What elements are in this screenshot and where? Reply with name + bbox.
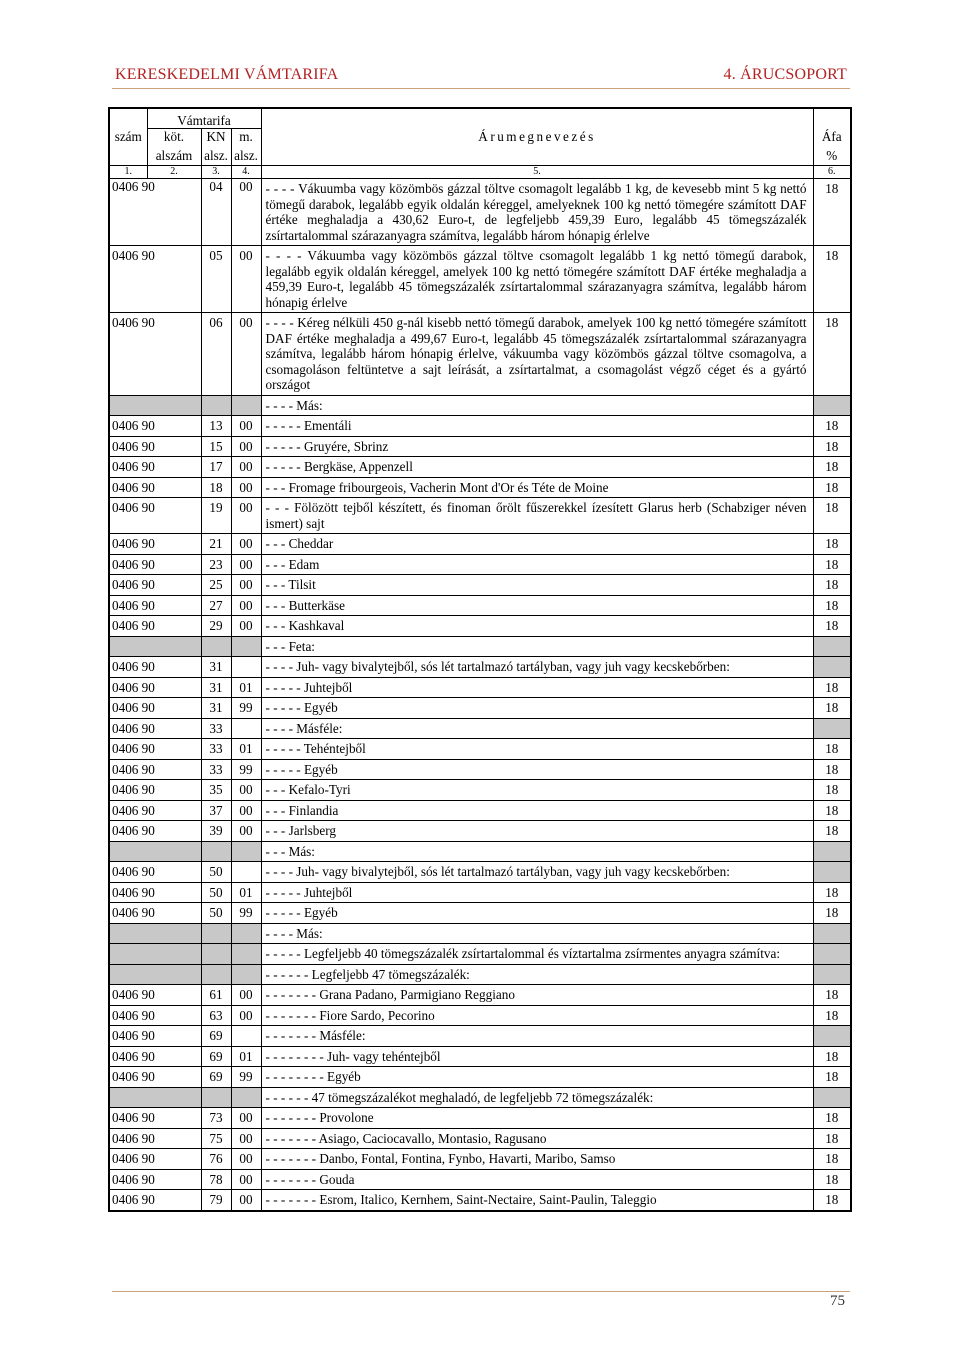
table-row — [110, 636, 850, 657]
kn-code-cell: 0406 90 — [110, 1149, 201, 1170]
afa-cell: 18 — [813, 1046, 850, 1067]
afa-cell: 18 — [813, 903, 850, 924]
kn-code-cell: 0406 90 — [110, 739, 201, 760]
table-row — [110, 944, 850, 965]
table-row — [110, 964, 850, 985]
description-cell: - - - - - - - - Juh- vagy tehéntejből — [261, 1046, 813, 1067]
afa-cell: 18 — [813, 800, 850, 821]
kn-code-cell: 0406 90 — [110, 1169, 201, 1190]
m-alszam-cell — [231, 862, 261, 883]
afa-cell — [813, 657, 850, 678]
table-row — [110, 1067, 850, 1088]
afa-cell: 18 — [813, 677, 850, 698]
table-row — [110, 698, 850, 719]
description-cell: - - - - - - Legfeljebb 47 tömegszázalék: — [261, 964, 813, 985]
m-alszam-cell: 00 — [231, 416, 261, 437]
m-alszam-cell: 00 — [231, 985, 261, 1006]
description-cell: - - - - Más: — [261, 395, 813, 416]
table-header — [110, 109, 850, 179]
description-cell: - - - Más: — [261, 841, 813, 862]
afa-cell: 18 — [813, 780, 850, 801]
kot-alszam-cell: 35 — [201, 780, 231, 801]
table-row — [110, 457, 850, 478]
kot-alszam-cell: 33 — [201, 739, 231, 760]
kn-code-cell: 0406 90 — [110, 903, 201, 924]
kot-alszam-cell — [201, 964, 231, 985]
description-cell: - - - - - - - Másféle: — [261, 1026, 813, 1047]
kn-code-cell: 0406 90 — [110, 457, 201, 478]
m-alszam-cell: 00 — [231, 1149, 261, 1170]
kn-code-cell — [110, 923, 201, 944]
kot-alszam-cell: 27 — [201, 595, 231, 616]
m-alszam-cell: 00 — [231, 1005, 261, 1026]
table-row — [110, 1087, 850, 1108]
kot-alszam-cell: 06 — [201, 313, 231, 396]
table-row — [110, 1149, 850, 1170]
afa-cell — [813, 1026, 850, 1047]
afa-cell: 18 — [813, 1190, 850, 1210]
table-row — [110, 780, 850, 801]
description-cell: - - - - Kéreg nélküli 450 g-nál kisebb nettó tömegű darabok, amelyek 100 kg nettó tömegére számított DAF értéke meghaladja a 499,67 Euro-t, legalább 45 tömegszázalék zsírtartalommal szárazanyagra számítva, legalább három hónapig érlelve, vákuumba vagy közömbös gázzal töltve csomagolva, a csomagoláson feltüntetve a sajt leírását, a zsírtartalmat, a csomagolást végző céget és a gyártó országot — [261, 313, 813, 396]
col-num-2: 2. — [147, 166, 201, 179]
description-cell: - - - - Juh- vagy bivalytejből, sós lét tartalmazó tartályban, vagy juh vagy kecskebőrben: — [261, 862, 813, 883]
kot-alszam-cell: 31 — [201, 698, 231, 719]
afa-cell: 18 — [813, 739, 850, 760]
kot-alszam-cell: 50 — [201, 862, 231, 883]
table-row — [110, 1190, 850, 1210]
kn-code-cell: 0406 90 — [110, 179, 201, 246]
description-cell: - - - Kefalo-Tyri — [261, 780, 813, 801]
kn-code-cell: 0406 90 — [110, 1046, 201, 1067]
kot-alszam-cell: 29 — [201, 616, 231, 637]
page-number: 75 — [830, 1293, 845, 1309]
m-alszam-cell: 01 — [231, 882, 261, 903]
header-divider — [112, 88, 850, 89]
afa-cell: 18 — [813, 246, 850, 313]
kot-alszam-cell — [201, 636, 231, 657]
description-cell: - - - Jarlsberg — [261, 821, 813, 842]
m-alszam-cell: 00 — [231, 616, 261, 637]
kot-alszam-cell: 31 — [201, 657, 231, 678]
kn-code-cell: 0406 90 — [110, 1026, 201, 1047]
afa-cell — [813, 718, 850, 739]
description-cell: - - - Cheddar — [261, 534, 813, 555]
table-row — [110, 739, 850, 760]
kn-code-cell: 0406 90 — [110, 416, 201, 437]
afa-cell: 18 — [825, 181, 839, 196]
table-row — [110, 1169, 850, 1190]
kot-alszam-cell: 31 — [201, 677, 231, 698]
header-szam: szám — [110, 129, 147, 149]
table-row — [110, 985, 850, 1006]
table-row — [110, 179, 850, 246]
kot-alszam-cell — [201, 841, 231, 862]
kot-alszam-cell — [201, 944, 231, 965]
description-cell: - - - - - - - Grana Padano, Parmigiano Reggiano — [261, 985, 813, 1006]
m-alszam-cell: 00 — [231, 436, 261, 457]
kot-alszam-cell: 76 — [201, 1149, 231, 1170]
kot-alszam-cell: 73 — [201, 1108, 231, 1129]
description-cell: - - - - - - - Asiago, Caciocavallo, Montasio, Ragusano — [261, 1128, 813, 1149]
header-afa-sub: % — [826, 148, 838, 163]
kot-alszam-cell — [201, 923, 231, 944]
kn-code-cell: 0406 90 — [110, 1005, 201, 1026]
afa-cell — [813, 944, 850, 965]
header-vamtarifa: Vámtarifa — [147, 109, 261, 129]
description-cell: - - - - Vákuumba vagy közömbös gázzal töltve csomagolt legalább 1 kg, de kevesebb mint 5 kg nettó tömegű darabok, legalább egyik oldalán kéreggel, amelyeknek 100 kg nettó tömegére számított DAF értéke meghaladja a 430,62 Euro-t, de legfeljebb 459,39 Euro, legalább 45 tömegszázalék zsírtartalommal szárazanyagra számítva, legalább három hónapig érlelve — [261, 179, 813, 246]
table-row — [110, 595, 850, 616]
m-alszam-cell: 01 — [231, 677, 261, 698]
table-row — [110, 416, 850, 437]
m-alszam-cell: 99 — [231, 903, 261, 924]
kn-code-cell — [110, 1087, 201, 1108]
header-kot-sub: alszám — [147, 148, 201, 166]
kot-alszam-cell: 39 — [201, 821, 231, 842]
m-alszam-cell: 00 — [231, 554, 261, 575]
kot-alszam-cell: 61 — [201, 985, 231, 1006]
table-row — [110, 246, 850, 313]
table-row — [110, 554, 850, 575]
m-alszam-cell: 00 — [231, 595, 261, 616]
description-cell: - - - - - - - Provolone — [261, 1108, 813, 1129]
kn-code-cell: 0406 90 — [110, 985, 201, 1006]
col-num-1: 1. — [110, 166, 147, 179]
description-cell: - - - - Más: — [261, 923, 813, 944]
table-row — [110, 534, 850, 555]
kn-code-cell: 0406 90 — [110, 1108, 201, 1129]
kot-alszam-cell: 37 — [201, 800, 231, 821]
table-row — [110, 841, 850, 862]
header-arumegnevezes: Árumegnevezés — [261, 129, 813, 149]
description-cell: - - - Feta: — [261, 636, 813, 657]
m-alszam-cell — [231, 1087, 261, 1108]
description-cell: - - - - - Ementáli — [261, 416, 813, 437]
afa-cell — [813, 841, 850, 862]
table-row — [110, 882, 850, 903]
afa-cell: 18 — [813, 1067, 850, 1088]
description-cell: - - - - - Egyéb — [261, 698, 813, 719]
kot-alszam-cell: 21 — [201, 534, 231, 555]
kn-code-cell: 0406 90 — [110, 780, 201, 801]
kn-code-cell: 0406 90 — [110, 862, 201, 883]
description-cell: - - - - - - - Fiore Sardo, Pecorino — [261, 1005, 813, 1026]
kot-alszam-cell: 04 — [201, 179, 231, 246]
kot-alszam-cell: 25 — [201, 575, 231, 596]
m-alszam-cell: 00 — [231, 800, 261, 821]
kn-code-cell: 0406 90 — [110, 313, 201, 396]
afa-cell: 18 — [813, 595, 850, 616]
afa-cell — [813, 395, 850, 416]
kot-alszam-cell: 05 — [201, 246, 231, 313]
header-kn-sub: alsz. — [201, 148, 231, 166]
afa-cell: 18 — [813, 575, 850, 596]
table-row — [110, 1046, 850, 1067]
m-alszam-cell: 01 — [231, 1046, 261, 1067]
table-row — [110, 616, 850, 637]
table-body — [110, 179, 850, 1210]
kot-alszam-cell: 50 — [201, 882, 231, 903]
m-alszam-cell: 99 — [231, 698, 261, 719]
afa-cell — [813, 862, 850, 883]
kn-code-cell: 0406 90 — [110, 436, 201, 457]
kot-alszam-cell: 33 — [201, 759, 231, 780]
afa-cell — [813, 964, 850, 985]
kn-code-cell: 0406 90 — [110, 677, 201, 698]
afa-cell: 18 — [813, 477, 850, 498]
m-alszam-cell: 00 — [231, 1108, 261, 1129]
m-alszam-cell — [231, 395, 261, 416]
table-row — [110, 718, 850, 739]
kot-alszam-cell — [201, 1087, 231, 1108]
m-alszam-cell — [231, 964, 261, 985]
col-num-3: 3. — [201, 166, 231, 179]
kn-code-cell: 0406 90 — [110, 498, 201, 534]
afa-cell: 18 — [813, 554, 850, 575]
kot-alszam-cell: 19 — [201, 498, 231, 534]
afa-cell — [813, 1087, 850, 1108]
kot-alszam-cell: 33 — [201, 718, 231, 739]
afa-cell: 18 — [813, 821, 850, 842]
m-alszam-cell — [231, 944, 261, 965]
table-row — [110, 477, 850, 498]
kn-code-cell: 0406 90 — [110, 1128, 201, 1149]
col-num-4: 4. — [231, 166, 261, 179]
kn-code-cell: 0406 90 — [110, 246, 201, 313]
m-alszam-cell — [231, 923, 261, 944]
m-alszam-cell: 00 — [231, 498, 261, 534]
description-cell: - - - - Másféle: — [261, 718, 813, 739]
table-row — [110, 923, 850, 944]
m-alszam-cell: 00 — [231, 534, 261, 555]
description-cell: - - - Tilsit — [261, 575, 813, 596]
kot-alszam-cell: 15 — [201, 436, 231, 457]
table-row — [110, 436, 850, 457]
kot-alszam-cell: 18 — [201, 477, 231, 498]
description-cell: - - - Finlandia — [261, 800, 813, 821]
description-cell: - - - - - Legfeljebb 40 tömegszázalék zsírtartalommal és víztartalma zsírmentes anyagra számítva: — [261, 944, 813, 965]
kn-code-cell: 0406 90 — [110, 821, 201, 842]
table-row — [110, 395, 850, 416]
m-alszam-cell — [231, 636, 261, 657]
m-alszam-cell: 00 — [231, 246, 261, 313]
afa-cell: 18 — [813, 1108, 850, 1129]
description-cell: - - - - - - - Esrom, Italico, Kernhem, Saint-Nectaire, Saint-Paulin, Taleggio — [261, 1190, 813, 1210]
description-cell: - - - - - - - Danbo, Fontal, Fontina, Fynbo, Havarti, Maribo, Samso — [261, 1149, 813, 1170]
afa-cell — [813, 923, 850, 944]
kot-alszam-cell: 69 — [201, 1026, 231, 1047]
kn-code-cell: 0406 90 — [110, 616, 201, 637]
afa-cell: 18 — [813, 498, 850, 534]
kn-code-cell — [110, 395, 201, 416]
kot-alszam-cell — [201, 395, 231, 416]
description-cell: - - - - - - 47 tömegszázalékot meghaladó, de legfeljebb 72 tömegszázalék: — [261, 1087, 813, 1108]
description-cell: - - - - - Tehéntejből — [261, 739, 813, 760]
header-afa: Áfa — [821, 128, 842, 144]
document-header-title: KERESKEDELMI VÁMTARIFA — [115, 66, 339, 83]
description-cell: - - - - - - - Gouda — [261, 1169, 813, 1190]
table-row — [110, 800, 850, 821]
m-alszam-cell: 01 — [231, 739, 261, 760]
kot-alszam-cell: 69 — [201, 1067, 231, 1088]
header-kot: köt. — [147, 129, 201, 149]
afa-cell: 18 — [813, 534, 850, 555]
kn-code-cell — [110, 944, 201, 965]
table-row — [110, 759, 850, 780]
kot-alszam-cell: 79 — [201, 1190, 231, 1210]
table-row — [110, 903, 850, 924]
description-cell: - - - - - Egyéb — [261, 903, 813, 924]
col-num-6: 6. — [813, 166, 850, 179]
tariff-table — [108, 107, 852, 1212]
kn-code-cell: 0406 90 — [110, 1190, 201, 1210]
afa-cell: 18 — [813, 1169, 850, 1190]
kn-code-cell — [110, 636, 201, 657]
afa-cell: 18 — [813, 416, 850, 437]
description-cell: - - - - - Egyéb — [261, 759, 813, 780]
description-cell: - - - Edam — [261, 554, 813, 575]
m-alszam-cell: 00 — [231, 477, 261, 498]
m-alszam-cell: 00 — [231, 1128, 261, 1149]
afa-cell: 18 — [813, 313, 850, 396]
kot-alszam-cell: 17 — [201, 457, 231, 478]
afa-cell: 18 — [813, 1149, 850, 1170]
kn-code-cell: 0406 90 — [110, 882, 201, 903]
m-alszam-cell — [231, 841, 261, 862]
kot-alszam-cell: 78 — [201, 1169, 231, 1190]
kot-alszam-cell: 63 — [201, 1005, 231, 1026]
col-num-5: 5. — [261, 166, 813, 179]
afa-cell — [813, 636, 850, 657]
m-alszam-cell: 00 — [231, 1190, 261, 1210]
table-row — [110, 1108, 850, 1129]
m-alszam-cell: 99 — [231, 1067, 261, 1088]
m-alszam-cell — [231, 718, 261, 739]
table-row — [110, 821, 850, 842]
kn-code-cell: 0406 90 — [110, 657, 201, 678]
afa-cell: 18 — [813, 985, 850, 1006]
description-cell: - - - - Vákuumba vagy közömbös gázzal töltve csomagolt legalább 1 kg nettó tömegű darabok, legalább egyik oldalán kéreggel, amelyek 100 kg nettó tömegére számított DAF értéke meghaladja a 459,39 Euro-t, legalább 45 tömegszázalék zsírtartalommal szárazanyagra számítva, legalább három hónapig érlelve — [261, 246, 813, 313]
description-cell: - - - Fölözött tejből készített, és finoman őrölt fűszerekkel ízesített Glarus herb (Schabziger néven ismert) sajt — [261, 498, 813, 534]
afa-cell: 18 — [813, 436, 850, 457]
m-alszam-cell: 00 — [231, 1169, 261, 1190]
m-alszam-cell: 00 — [231, 313, 261, 396]
kot-alszam-cell: 69 — [201, 1046, 231, 1067]
kn-code-cell: 0406 90 — [110, 534, 201, 555]
kot-alszam-cell: 13 — [201, 416, 231, 437]
description-cell: - - - - - - - - Egyéb — [261, 1067, 813, 1088]
m-alszam-cell: 00 — [231, 575, 261, 596]
table-row — [110, 498, 850, 534]
header-m: m. — [231, 129, 261, 149]
kn-code-cell: 0406 90 — [110, 759, 201, 780]
m-alszam-cell: 00 — [231, 780, 261, 801]
table-row — [110, 1026, 850, 1047]
kn-code-cell: 0406 90 — [110, 698, 201, 719]
description-cell: - - - Kashkaval — [261, 616, 813, 637]
header-m-sub: alsz. — [231, 148, 261, 166]
kot-alszam-cell: 23 — [201, 554, 231, 575]
description-cell: - - - - - Gruyére, Sbrinz — [261, 436, 813, 457]
kn-code-cell — [110, 841, 201, 862]
afa-cell: 18 — [813, 616, 850, 637]
description-cell: - - - Fromage fribourgeois, Vacherin Mont d'Or és Téte de Moine — [261, 477, 813, 498]
header-kn: KN — [201, 129, 231, 149]
description-cell: - - - - Juh- vagy bivalytejből, sós lét tartalmazó tartályban, vagy juh vagy kecskebőrben: — [261, 657, 813, 678]
table-row — [110, 313, 850, 396]
kot-alszam-cell: 50 — [201, 903, 231, 924]
kn-code-cell: 0406 90 — [110, 1067, 201, 1088]
table-row — [110, 862, 850, 883]
table-row — [110, 1005, 850, 1026]
kn-code-cell: 0406 90 — [110, 554, 201, 575]
document-header-chapter: 4. ÁRUCSOPORT — [723, 66, 847, 83]
afa-cell: 18 — [813, 1128, 850, 1149]
table-row — [110, 1128, 850, 1149]
table-row — [110, 677, 850, 698]
m-alszam-cell: 99 — [231, 759, 261, 780]
kn-code-cell: 0406 90 — [110, 800, 201, 821]
afa-cell: 18 — [813, 1005, 850, 1026]
kn-code-cell: 0406 90 — [110, 595, 201, 616]
afa-cell: 18 — [813, 882, 850, 903]
m-alszam-cell — [231, 1026, 261, 1047]
description-cell: - - - Butterkäse — [261, 595, 813, 616]
m-alszam-cell: 00 — [231, 179, 261, 246]
kot-alszam-cell: 75 — [201, 1128, 231, 1149]
m-alszam-cell: 00 — [231, 457, 261, 478]
afa-cell: 18 — [813, 759, 850, 780]
description-cell: - - - - - Bergkäse, Appenzell — [261, 457, 813, 478]
table-row — [110, 575, 850, 596]
kn-code-cell: 0406 90 — [110, 718, 201, 739]
afa-cell: 18 — [813, 457, 850, 478]
description-cell: - - - - - Juhtejből — [261, 677, 813, 698]
footer-divider — [112, 1291, 850, 1292]
m-alszam-cell: 00 — [231, 821, 261, 842]
table-row — [110, 657, 850, 678]
kn-code-cell — [110, 964, 201, 985]
description-cell: - - - - - Juhtejből — [261, 882, 813, 903]
kn-code-cell: 0406 90 — [110, 575, 201, 596]
kn-code-cell: 0406 90 — [110, 477, 201, 498]
m-alszam-cell — [231, 657, 261, 678]
afa-cell: 18 — [813, 698, 850, 719]
